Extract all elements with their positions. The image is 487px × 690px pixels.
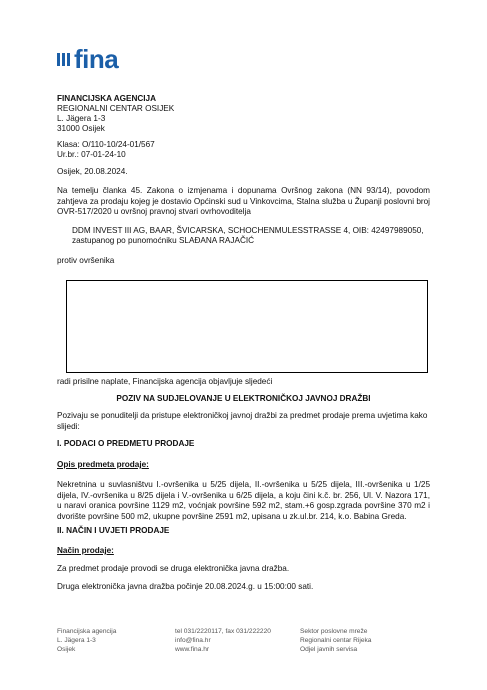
footer-col1-line2: L. Jägera 1-3: [57, 637, 96, 644]
footer-col3-line2: Regionalni centar Rijeka: [300, 637, 372, 644]
sender-city: 31000 Osijek: [57, 124, 105, 133]
section1-heading: I. PODACI O PREDMETU PRODAJE: [57, 439, 195, 448]
date-line: Osijek, 20.08.2024.: [57, 167, 128, 176]
intro-paragraph: Na temelju članka 45. Zakona o izmjenama i dopunama Ovršnog zakona (NN 93/14), povodom zahtjeva za prodaju kojeg je dostavio Općinski sud u Vinkovcima, Stalna služba u Županji poslovni broj OVR-517/2020 u ovršnoj pravnoj stvari ovrhovoditelja: [57, 186, 430, 217]
section2-heading: II. NAČIN I UVJETI PRODAJE: [57, 526, 170, 535]
sender-org: FINANCIJSKA AGENCIJA: [57, 94, 157, 103]
footer-col1-line3: Osijek: [57, 646, 76, 653]
footer-col3-line3: Odjel javnih servisa: [300, 646, 358, 653]
creditor-line1: DDM INVEST III AG, BAAR, ŠVICARSKA, SCHOCHENMULESSTRASSE 4, OIB: 42497989050,: [72, 226, 424, 235]
footer-col2-line1: tel 031/2220117, fax 031/222220: [175, 628, 271, 635]
logo-text: fina: [74, 44, 119, 74]
section1-subheading: Opis predmeta prodaje:: [57, 460, 149, 469]
redacted-debtor-box: [66, 280, 428, 373]
document-title: POZIV NA SUDJELOVANJE U ELEKTRONIČKOJ JAVNOJ DRAŽBI: [116, 394, 371, 403]
against-label: protiv ovršenika: [57, 256, 115, 265]
footer-col2-line3: www.fina.hr: [175, 646, 210, 653]
urbr: Ur.br.: 07-01-24-10: [57, 150, 126, 159]
creditor-line2: zastupanog po punomoćniku SLAĐANA RAJAČIĆ: [72, 236, 255, 245]
footer-col2-line2: info@fina.hr: [175, 637, 211, 644]
logo-bars-icon: [57, 53, 70, 66]
footer-col3-line1: Sektor poslovne mreže: [300, 628, 368, 635]
footer-col1-line1: Financijska agencija: [57, 628, 117, 635]
fina-logo: [57, 46, 118, 72]
sender-street: L. Jägera 1-3: [57, 114, 106, 123]
sender-center: REGIONALNI CENTAR OSIJEK: [57, 104, 175, 113]
purpose-line: radi prisilne naplate, Financijska agencija objavljuje sljedeći: [57, 377, 273, 386]
section2-text1: Za predmet prodaje provodi se druga elektronička javna dražba.: [57, 564, 290, 573]
section2-subheading: Način prodaje:: [57, 546, 114, 555]
section1-text: Nekretnina u suvlasništvu I.-ovršenika u 5/25 dijela, II.-ovršenika u 5/25 dijela, III.-ovršenika u 1/25 dijela, IV.-ovršenika u 8/25 dijela i V.-ovršenika u 6/25 dijela, a koju čini k.č. br. 256, Ul. V. Nazora 171, u naravi oranica površine 1129 m2, voćnjak površine 592 m2, stam.+6 gosp.zgrada površine 370 m2 i dvorište površine 500 m2, ukupne površine 2591 m2, upisana u zk.ul.br. 214, k.o. Babina Greda.: [57, 480, 430, 521]
section2-text2: Druga elektronička javna dražba počinje 20.08.2024.g. u 15:00:00 sati.: [57, 582, 314, 591]
invite-paragraph: Pozivaju se ponuditelji da pristupe elektroničkoj javnoj dražbi za predmet prodaje prema uvjetima kako slijedi:: [57, 411, 428, 431]
klasa: Klasa: O/110-10/24-01/567: [57, 140, 155, 149]
